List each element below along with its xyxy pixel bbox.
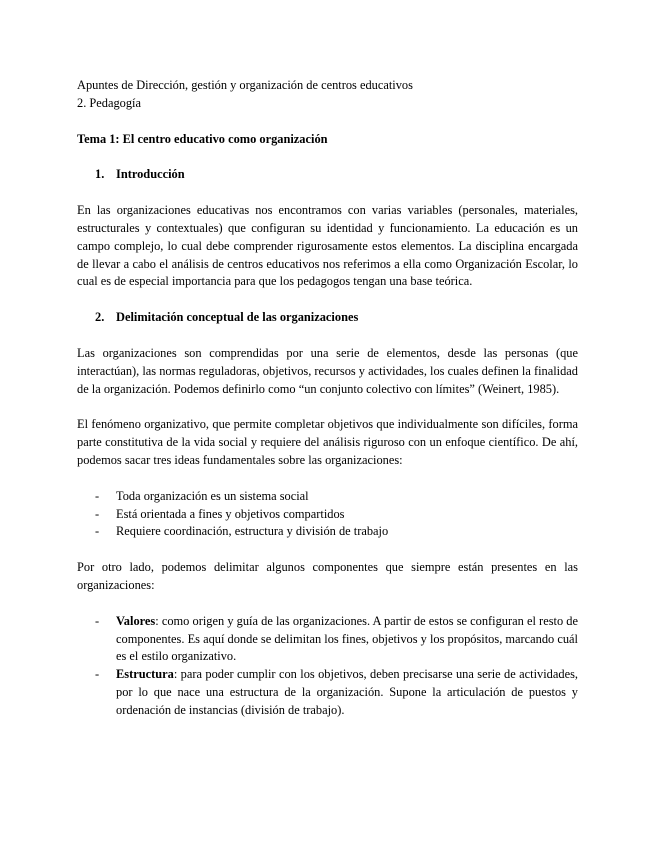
document-page <box>77 77 578 720</box>
idea-text: Requiere coordinación, estructura y división de trabajo <box>116 524 389 539</box>
component-text <box>116 666 578 719</box>
idea-text: Está orientada a fines y objetivos compartidos <box>116 506 345 521</box>
dash-bullet: - <box>95 613 100 628</box>
program-line: 2. Pedagogía <box>77 95 142 110</box>
component-text <box>116 613 578 666</box>
list-item <box>77 523 578 541</box>
list-item <box>77 666 578 719</box>
list-item <box>77 488 578 506</box>
section-1-title: Introducción <box>116 167 185 182</box>
section-1-heading <box>77 166 578 184</box>
section-1-paragraph: En las organizaciones educativas nos encontramos con varias variables (personales, materiales, estructurales y contextuales) que configuran su identidad y funcionamiento. La educación es un campo complejo, lo cual debe comprender rigurosamente estos elementos. La disciplina encargada de llevar a cabo el análisis de centros educativos nos referimos a ella como Organización Escolar, lo cual es de especial importancia para que los pedagogos tengan una base teórica. <box>77 203 578 289</box>
section-2-title: Delimitación conceptual de las organizaciones <box>116 310 359 325</box>
section-2-heading <box>77 309 578 327</box>
dash-bullet: - <box>95 524 100 539</box>
ideas-list <box>77 488 578 541</box>
section-2-number: 2. <box>95 310 105 325</box>
section-2-paragraph-3: Por otro lado, podemos delimitar algunos componentes que siempre están presentes en las organizaciones: <box>77 560 578 592</box>
section-1-number: 1. <box>95 167 105 182</box>
dash-bullet: - <box>95 488 100 503</box>
component-term: Estructura <box>116 667 174 682</box>
list-item <box>77 613 578 666</box>
section-2-paragraph-1: Las organizaciones son comprendidas por una serie de elementos, desde las personas (que interactúan), las normas reguladoras, objetivos, recursos y actividades, los cuales definen la finalidad de la organización. Podemos definirlo como “un conjunto colectivo con límites” (Weinert, 1985). <box>77 345 578 396</box>
dash-bullet: - <box>95 506 100 521</box>
dash-bullet: - <box>95 667 100 682</box>
component-description: : como origen y guía de las organizaciones. A partir de estos se configuran el resto de componentes. Es aquí donde se delimitan los fines, objetivos y los propósitos, marcando cuál es el estilo organizativo. <box>116 613 578 664</box>
component-term: Valores <box>116 613 156 628</box>
course-title-line: Apuntes de Dirección, gestión y organización de centros educativos <box>77 78 413 92</box>
list-item <box>77 506 578 524</box>
topic-title: Tema 1: El centro educativo como organización <box>77 131 328 146</box>
components-list <box>77 613 578 720</box>
section-2-paragraph-2: El fenómeno organizativo, que permite completar objetivos que individualmente son difíciles, forma parte constitutiva de la vida social y requiere del análisis riguroso con un enfoque científico. De ahí, podemos sacar tres ideas fundamentales sobre las organizaciones: <box>77 417 578 467</box>
component-description: : para poder cumplir con los objetivos, deben precisarse una serie de actividades, por lo que nace una estructura de la organización. Supone la articulación de puestos y ordenación de instancias (división de trabajo). <box>116 667 578 717</box>
idea-text: Toda organización es un sistema social <box>116 488 309 503</box>
